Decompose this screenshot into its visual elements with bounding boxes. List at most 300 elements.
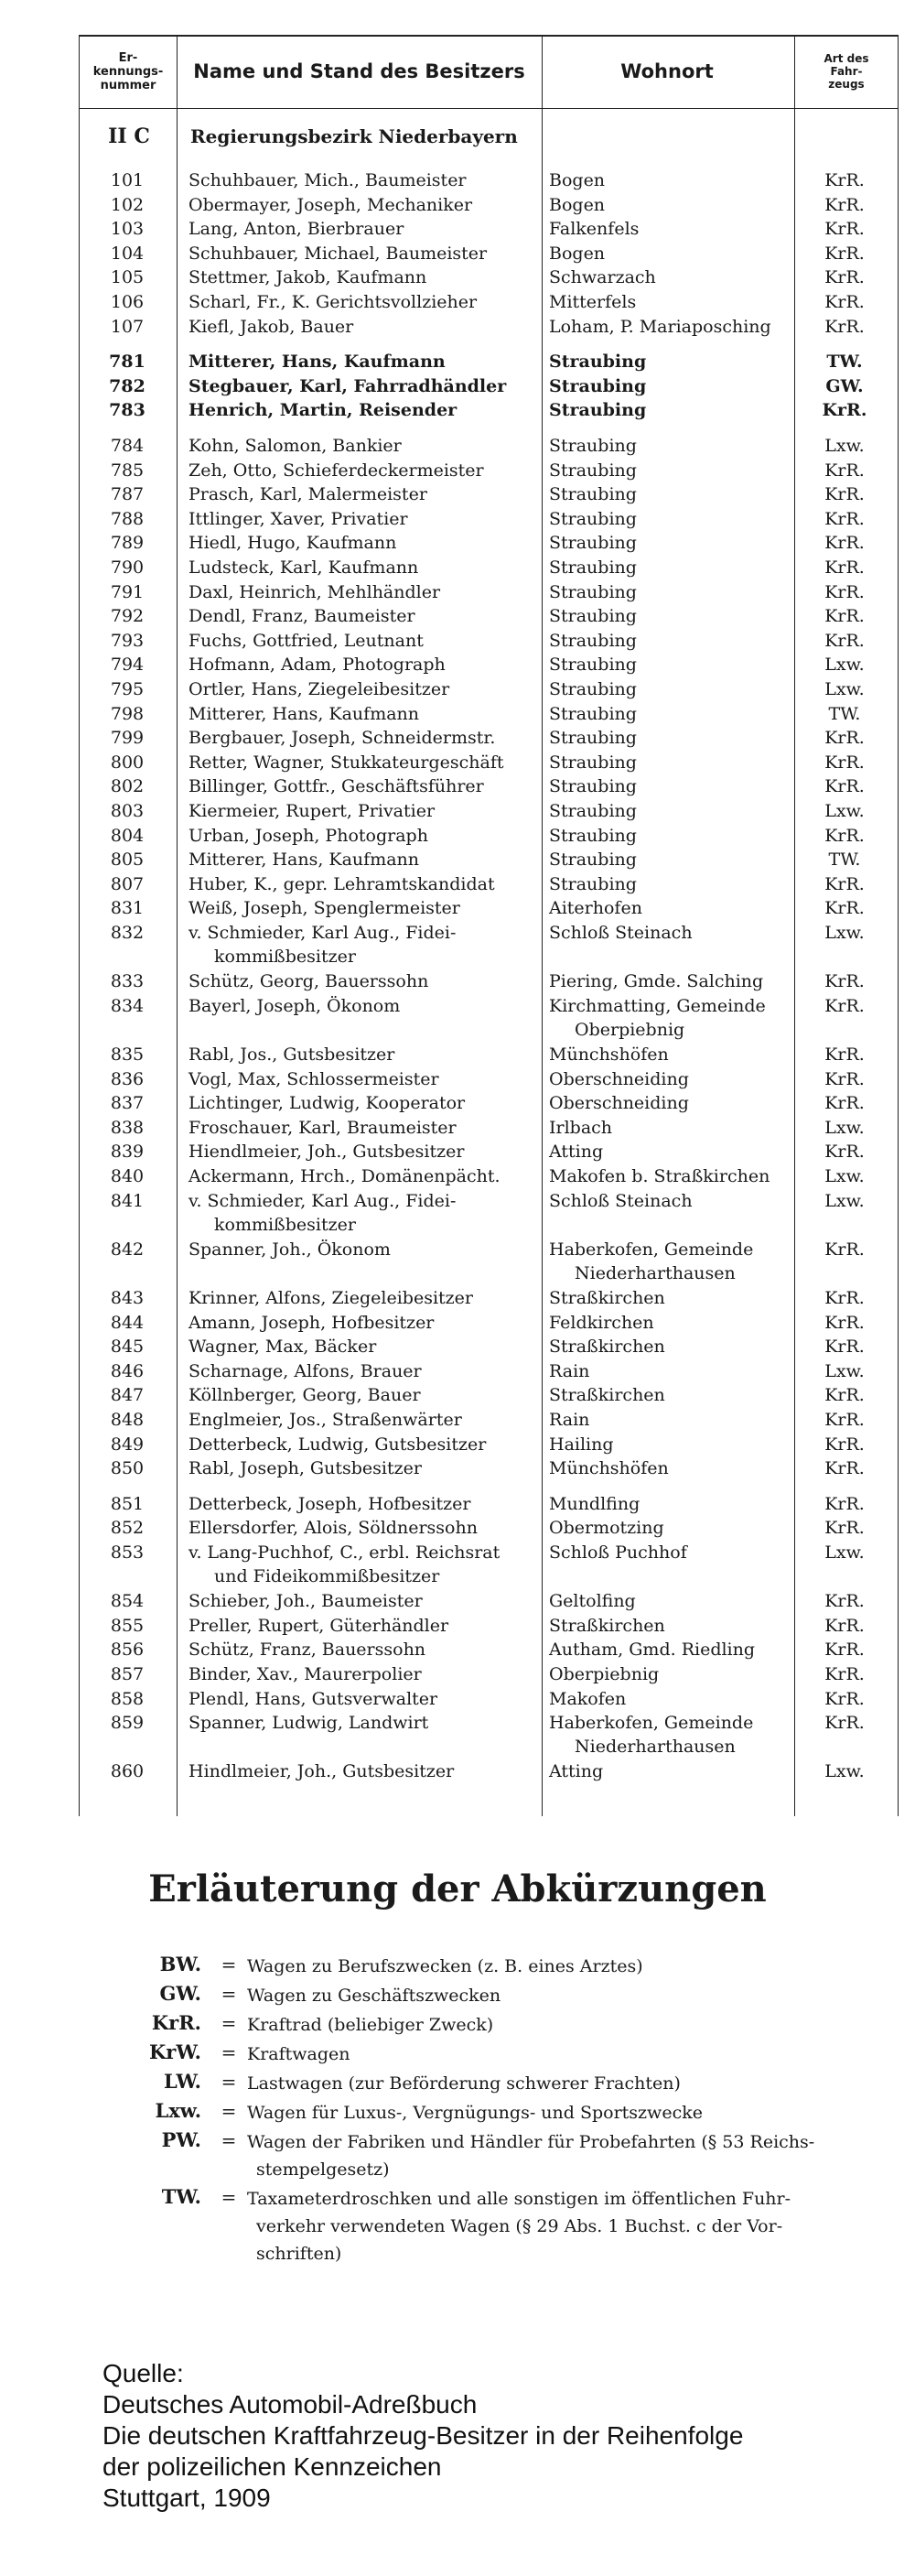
registration-number-text: 107 — [110, 316, 145, 337]
registration-number-text: 859 — [110, 1713, 145, 1734]
residence-text: Straßkirchen — [549, 1615, 665, 1636]
registration-number — [88, 580, 167, 604]
residence — [549, 1335, 794, 1358]
owner-name-text: Wagner, Max, Bäcker — [188, 1337, 377, 1358]
residence-text: Straubing — [549, 825, 637, 846]
residence-text: Hailing — [549, 1434, 614, 1455]
registration-number-text: 807 — [110, 873, 145, 894]
vehicle-type-text: KrR. — [824, 292, 865, 312]
vehicle-type-text: KrR. — [824, 752, 865, 773]
vehicle-type-text: KrR. — [824, 243, 865, 264]
owner-name-text: Prasch, Karl, Malermeister — [188, 484, 427, 505]
vehicle-type — [799, 1433, 890, 1456]
vehicle-type — [799, 824, 890, 848]
residence-text: Straubing — [549, 460, 637, 481]
residence-text: Oberpiebnig — [549, 1664, 660, 1684]
registration-number-text: 855 — [110, 1615, 145, 1636]
vehicle-type-text: KrR. — [824, 267, 865, 288]
registration-number-text: 784 — [110, 436, 145, 456]
column-rule — [79, 35, 80, 1816]
vehicle-type — [799, 315, 890, 339]
registration-number-text: 849 — [110, 1434, 145, 1455]
registration-number — [88, 556, 167, 579]
owner-name — [188, 1091, 544, 1115]
residence — [549, 848, 794, 871]
residence-text: Falkenfels — [549, 219, 640, 240]
owner-name-text: Schuhbauer, Mich., Baumeister — [188, 170, 467, 190]
residence-text: Autham, Gmd. Riedling — [549, 1640, 756, 1661]
residence — [549, 872, 794, 896]
registration-number — [88, 872, 167, 896]
legend-description-line: Kraftrad (beliebiger Zweck) — [247, 2015, 494, 2035]
registration-number-text: 852 — [110, 1518, 145, 1539]
vehicle-type-text: KrR. — [824, 776, 865, 797]
owner-name-text: Fuchs, Gottfried, Leutnant — [188, 630, 424, 651]
vehicle-type-text: KrR. — [824, 219, 865, 240]
vehicle-type-text: KrR. — [824, 898, 865, 919]
registration-number-text: 846 — [110, 1360, 145, 1381]
legend-abbreviation: TW. — [161, 2185, 201, 2208]
legend-description-line: Wagen für Luxus-, Vergnügungs- und Sportszwecke — [247, 2103, 703, 2123]
residence-text: Straubing — [549, 873, 637, 894]
registration-number-text: 787 — [110, 484, 145, 505]
registration-number-text: 795 — [110, 679, 145, 699]
owner-name-text: Detterbeck, Joseph, Hofbesitzer — [188, 1493, 471, 1514]
residence — [549, 434, 794, 458]
owner-name-text: Ludsteck, Karl, Kaufmann — [188, 557, 419, 578]
vehicle-type — [799, 629, 890, 653]
registration-number — [88, 459, 167, 482]
residence — [549, 1638, 794, 1661]
column-rule — [794, 35, 795, 1816]
owner-name — [188, 1638, 544, 1661]
residence-text: Mitterfels — [549, 292, 637, 312]
owner-name-continuation: und Fideikommißbesitzer — [214, 1566, 440, 1586]
vehicle-type-text: KrR. — [824, 1312, 865, 1333]
residence — [549, 677, 794, 701]
residence-text: Straubing — [549, 728, 637, 749]
vehicle-type — [799, 1091, 890, 1115]
residence-text: Münchshöfen — [549, 1458, 669, 1479]
owner-name — [188, 653, 544, 676]
registration-number — [88, 193, 167, 217]
vehicle-type — [799, 1164, 890, 1188]
registration-number-text: 839 — [110, 1142, 145, 1163]
residence-text: Bogen — [549, 194, 606, 215]
vehicle-type — [799, 1067, 890, 1091]
residence — [549, 217, 794, 241]
registration-number — [88, 1433, 167, 1456]
owner-name-text: Urban, Joseph, Photograph — [188, 825, 428, 846]
residence-text: Schloß Steinach — [549, 923, 693, 943]
owner-name-text: Ortler, Hans, Ziegeleibesitzer — [188, 679, 450, 699]
source-place-year: Stuttgart, 1909 — [102, 2484, 271, 2512]
owner-name-text: Dendl, Franz, Baumeister — [188, 606, 415, 627]
owner-name — [188, 265, 544, 289]
owner-name — [188, 1311, 544, 1335]
residence-text: Rain — [549, 1410, 590, 1430]
owner-name-text: Amann, Joseph, Hofbesitzer — [188, 1312, 435, 1333]
legend-description-line: stempelgesetz) — [256, 2159, 390, 2180]
vehicle-type — [799, 507, 890, 531]
owner-name — [188, 921, 544, 969]
owner-name — [188, 726, 544, 750]
vehicle-type-text: Lxw. — [824, 655, 865, 676]
owner-name — [188, 629, 544, 653]
vehicle-type — [799, 1286, 890, 1310]
source-subtitle-line1: Die deutschen Kraftfahrzeug-Besitzer in der Reihenfolge — [102, 2421, 744, 2450]
header-vehicle-type: Art des Fahr- zeugs — [824, 52, 869, 91]
residence-text: Straubing — [549, 533, 637, 554]
vehicle-type-text: GW. — [825, 375, 864, 396]
owner-name-text: Plendl, Hans, Gutsverwalter — [188, 1688, 438, 1709]
registration-number — [88, 1116, 167, 1140]
owner-name-text: Spanner, Joh., Ökonom — [188, 1239, 391, 1260]
vehicle-type-text: KrR. — [824, 1044, 865, 1065]
residence-text: Bogen — [549, 243, 606, 264]
registration-number-text: 106 — [110, 292, 145, 312]
registration-number — [88, 848, 167, 871]
registration-number — [88, 1759, 167, 1783]
table-top-rule — [79, 35, 899, 37]
vehicle-type-text: Lxw. — [824, 436, 865, 456]
vehicle-type — [799, 1238, 890, 1261]
legend-description — [247, 1982, 888, 2009]
vehicle-type — [799, 1359, 890, 1383]
vehicle-type-text: KrR. — [824, 873, 865, 894]
owner-name — [188, 969, 544, 993]
vehicle-type-text: Lxw. — [824, 1761, 865, 1782]
vehicle-type-text: KrR. — [824, 971, 865, 992]
owner-name — [188, 1541, 544, 1588]
residence-text: Straubing — [549, 436, 637, 456]
vehicle-type — [799, 1614, 890, 1638]
legend-description-line: Kraftwagen — [247, 2044, 350, 2064]
column-rule — [898, 35, 899, 1816]
vehicle-type-text: KrR. — [824, 194, 865, 215]
residence-continuation: Niederharthausen — [575, 1737, 736, 1758]
owner-name — [188, 290, 544, 314]
owner-name — [188, 459, 544, 482]
vehicle-type-text: KrR. — [824, 1615, 865, 1636]
residence-text: Straubing — [549, 557, 637, 578]
vehicle-type-text: KrR. — [824, 995, 865, 1016]
registration-number-text: 853 — [110, 1542, 145, 1563]
vehicle-type-text: Lxw. — [824, 1166, 865, 1186]
owner-name — [188, 315, 544, 339]
vehicle-type-text: Lxw. — [824, 1190, 865, 1211]
residence-text: Oberschneiding — [549, 1068, 689, 1089]
legend-abbreviation: KrR. — [151, 2011, 201, 2034]
owner-name-text: Kiermeier, Rupert, Privatier — [188, 801, 436, 821]
source-book: Deutsches Automobil-Adreßbuch — [102, 2390, 478, 2419]
owner-name-text: Zeh, Otto, Schieferdeckermeister — [188, 460, 484, 481]
registration-number — [88, 1043, 167, 1066]
owner-name — [188, 1335, 544, 1358]
owner-name-text: Köllnberger, Georg, Bauer — [188, 1385, 421, 1406]
owner-name — [188, 1433, 544, 1456]
registration-number-text: 841 — [110, 1190, 145, 1211]
owner-name — [188, 1238, 544, 1261]
vehicle-type — [799, 580, 890, 604]
residence-text: Straubing — [549, 508, 637, 529]
residence — [549, 1238, 794, 1285]
legend-abbreviation: BW. — [159, 1953, 201, 1975]
residence-text: Makofen b. Straßkirchen — [549, 1166, 770, 1186]
registration-number — [88, 242, 167, 265]
residence — [549, 921, 794, 945]
residence-text: Straubing — [549, 606, 637, 627]
owner-name-text: Froschauer, Karl, Braumeister — [188, 1117, 457, 1138]
vehicle-type-text: KrR. — [824, 1493, 865, 1514]
vehicle-type — [799, 265, 890, 289]
residence — [549, 1456, 794, 1480]
residence — [549, 556, 794, 579]
legend-equals-sign: = — [221, 2041, 237, 2063]
vehicle-type-text: KrR. — [824, 630, 865, 651]
residence — [549, 1091, 794, 1115]
owner-name-text: Mitterer, Hans, Kaufmann — [188, 352, 446, 373]
owner-name-text: Ellersdorfer, Alois, Söldnerssohn — [188, 1518, 478, 1539]
legend-equals-sign: = — [221, 2100, 237, 2122]
owner-name-text: Binder, Xav., Maurerpolier — [188, 1664, 422, 1684]
owner-name — [188, 1492, 544, 1516]
registration-number — [88, 1711, 167, 1735]
registration-number — [88, 1408, 167, 1432]
vehicle-type-text: KrR. — [824, 316, 865, 337]
residence — [549, 1140, 794, 1164]
residence-text: Straubing — [549, 752, 637, 773]
owner-name-text: v. Lang-Puchhof, C., erbl. Reichsrat — [188, 1542, 501, 1563]
residence — [549, 242, 794, 265]
registration-number — [88, 1492, 167, 1516]
registration-number-text: 860 — [110, 1761, 145, 1782]
vehicle-type-text: Lxw. — [824, 1542, 865, 1563]
residence-text: Loham, P. Mariaposching — [549, 316, 771, 337]
owner-name — [188, 556, 544, 579]
registration-number — [88, 1541, 167, 1564]
source-label: Quelle: — [102, 2359, 184, 2387]
owner-name-text: Henrich, Martin, Reisender — [188, 400, 458, 421]
residence — [549, 507, 794, 531]
residence-text: Rain — [549, 1360, 590, 1381]
legend-abbreviation: LW. — [164, 2070, 201, 2093]
registration-number — [88, 374, 167, 398]
registration-number — [88, 702, 167, 726]
residence-text: Piering, Gmde. Salching — [549, 971, 764, 992]
vehicle-type — [799, 921, 890, 945]
vehicle-type — [799, 531, 890, 555]
registration-number-text: 783 — [109, 400, 145, 421]
vehicle-type-text: KrR. — [824, 1434, 865, 1455]
owner-name-text: Kohn, Salomon, Bankier — [188, 436, 402, 456]
vehicle-type — [799, 217, 890, 241]
registration-number-text: 103 — [110, 219, 145, 240]
owner-name — [188, 1711, 544, 1735]
legend-description — [247, 2128, 888, 2183]
column-rule — [177, 35, 178, 1816]
residence-text: Schwarzach — [549, 267, 656, 288]
registration-number-text: 781 — [109, 352, 145, 373]
legend-description-line: schriften) — [256, 2244, 342, 2264]
registration-number-text: 800 — [110, 752, 145, 773]
owner-name — [188, 1759, 544, 1783]
residence-text: Straubing — [549, 703, 637, 724]
section-title: Regierungsbezirk Niederbayern — [190, 125, 518, 147]
owner-name — [188, 1043, 544, 1066]
owner-name-text: Scharnage, Alfons, Brauer — [188, 1360, 422, 1381]
vehicle-type — [799, 1311, 890, 1335]
residence-text: Straßkirchen — [549, 1385, 665, 1406]
registration-number — [88, 168, 167, 192]
residence-text: Feldkirchen — [549, 1312, 654, 1333]
residence — [549, 374, 794, 398]
registration-number — [88, 1456, 167, 1480]
residence — [549, 1614, 794, 1638]
vehicle-type — [799, 653, 890, 676]
owner-name — [188, 507, 544, 531]
vehicle-type — [799, 994, 890, 1018]
registration-number-text: 105 — [110, 267, 145, 288]
vehicle-type-text: KrR. — [824, 1385, 865, 1406]
owner-name-text: Spanner, Ludwig, Landwirt — [188, 1713, 429, 1734]
legend-description-line: Wagen zu Geschäftszwecken — [247, 1986, 501, 2006]
owner-name-text: Weiß, Joseph, Spenglermeister — [188, 898, 460, 919]
residence-text: Straßkirchen — [549, 1288, 665, 1308]
registration-number — [88, 290, 167, 314]
owner-name-text: Bayerl, Joseph, Ökonom — [188, 995, 401, 1016]
vehicle-type — [799, 556, 890, 579]
vehicle-type-text: Lxw. — [824, 679, 865, 699]
residence-text: Makofen — [549, 1688, 627, 1709]
vehicle-type-text: KrR. — [824, 1068, 865, 1089]
registration-number — [88, 1067, 167, 1091]
residence-continuation: Niederharthausen — [575, 1262, 736, 1283]
owner-name — [188, 702, 544, 726]
residence — [549, 482, 794, 506]
source-citation — [102, 2358, 908, 2514]
legend-equals-sign: = — [221, 1954, 237, 1975]
legend-abbreviation: PW. — [161, 2128, 201, 2151]
owner-name-continuation: kommißbesitzer — [214, 1214, 356, 1235]
owner-name-text: Huber, K., gepr. Lehramtskandidat — [188, 873, 495, 894]
residence — [549, 193, 794, 217]
owner-name-continuation: kommißbesitzer — [214, 947, 356, 967]
owner-name — [188, 1408, 544, 1432]
residence — [549, 629, 794, 653]
registration-number-text: 803 — [110, 801, 145, 821]
vehicle-type — [799, 1043, 890, 1066]
owner-name-text: Ackermann, Hrch., Domänenpächt. — [188, 1166, 501, 1186]
registration-number-text: 101 — [110, 170, 145, 190]
owner-name — [188, 848, 544, 871]
vehicle-type-text: TW. — [826, 352, 863, 373]
residence — [549, 824, 794, 848]
registration-number-text: 791 — [110, 581, 145, 602]
owner-name — [188, 1286, 544, 1310]
vehicle-type-text: KrR. — [824, 533, 865, 554]
residence — [549, 604, 794, 628]
table-header-rule — [79, 108, 899, 109]
registration-number-text: 102 — [110, 194, 145, 215]
registration-number-text: 854 — [110, 1591, 145, 1612]
residence — [549, 1408, 794, 1432]
owner-name — [188, 531, 544, 555]
owner-name-text: Obermayer, Joseph, Mechaniker — [188, 194, 473, 215]
owner-name-text: Schuhbauer, Michael, Baumeister — [188, 243, 488, 264]
vehicle-type-text: KrR. — [824, 508, 865, 529]
owner-name — [188, 604, 544, 628]
vehicle-type — [799, 1408, 890, 1432]
owner-name-text: Rabl, Joseph, Gutsbesitzer — [188, 1458, 422, 1479]
owner-name-text: Stettmer, Jakob, Kaufmann — [188, 267, 427, 288]
legend-description-line: Wagen der Fabriken und Händler für Probefahrten (§ 53 Reichs- — [247, 2132, 815, 2152]
vehicle-type — [799, 434, 890, 458]
owner-name — [188, 1164, 544, 1188]
vehicle-type-text: KrR. — [824, 557, 865, 578]
source-subtitle-line2: der polizeilichen Kennzeichen — [102, 2452, 442, 2481]
owner-name — [188, 482, 544, 506]
vehicle-type — [799, 848, 890, 871]
registration-number — [88, 1140, 167, 1164]
vehicle-type-text: TW. — [828, 850, 861, 871]
registration-number — [88, 969, 167, 993]
residence — [549, 1492, 794, 1516]
vehicle-type-text: Lxw. — [824, 801, 865, 821]
owner-name-text: v. Schmieder, Karl Aug., Fidei- — [188, 923, 457, 943]
legend-description — [247, 2070, 888, 2097]
vehicle-type — [799, 1335, 890, 1358]
vehicle-type-text: Lxw. — [824, 1360, 865, 1381]
owner-name — [188, 824, 544, 848]
owner-name — [188, 168, 544, 192]
registration-number — [88, 1091, 167, 1115]
residence-text: Straubing — [549, 630, 637, 651]
registration-number — [88, 921, 167, 945]
residence-text: Mundlfing — [549, 1493, 640, 1514]
registration-number-text: 104 — [110, 243, 145, 264]
vehicle-type — [799, 677, 890, 701]
registration-number-text: 833 — [110, 971, 145, 992]
owner-name-text: Scharl, Fr., K. Gerichtsvollzieher — [188, 292, 478, 312]
residence — [549, 751, 794, 774]
legend-abbreviation: Lxw. — [155, 2099, 201, 2122]
owner-name — [188, 398, 544, 422]
residence-text: Geltolfing — [549, 1591, 636, 1612]
header-name: Name und Stand des Besitzers — [193, 60, 525, 82]
registration-number — [88, 629, 167, 653]
vehicle-type-text: KrR. — [824, 1458, 865, 1479]
registration-number-text: 842 — [110, 1239, 145, 1260]
vehicle-type — [799, 482, 890, 506]
vehicle-type-text: KrR. — [824, 1093, 865, 1114]
residence-text: Straubing — [549, 655, 637, 676]
vehicle-type — [799, 872, 890, 896]
residence — [549, 774, 794, 798]
vehicle-type — [799, 1516, 890, 1540]
residence — [549, 969, 794, 993]
owner-name — [188, 1189, 544, 1237]
vehicle-type — [799, 774, 890, 798]
registration-number-text: 837 — [110, 1093, 145, 1114]
residence — [549, 1286, 794, 1310]
owner-name-text: Bergbauer, Joseph, Schneidermstr. — [188, 728, 496, 749]
vehicle-type-text: KrR. — [824, 1591, 865, 1612]
registration-number — [88, 1687, 167, 1711]
registration-number — [88, 1164, 167, 1188]
registration-number-text: 848 — [110, 1410, 145, 1430]
registration-number — [88, 1516, 167, 1540]
